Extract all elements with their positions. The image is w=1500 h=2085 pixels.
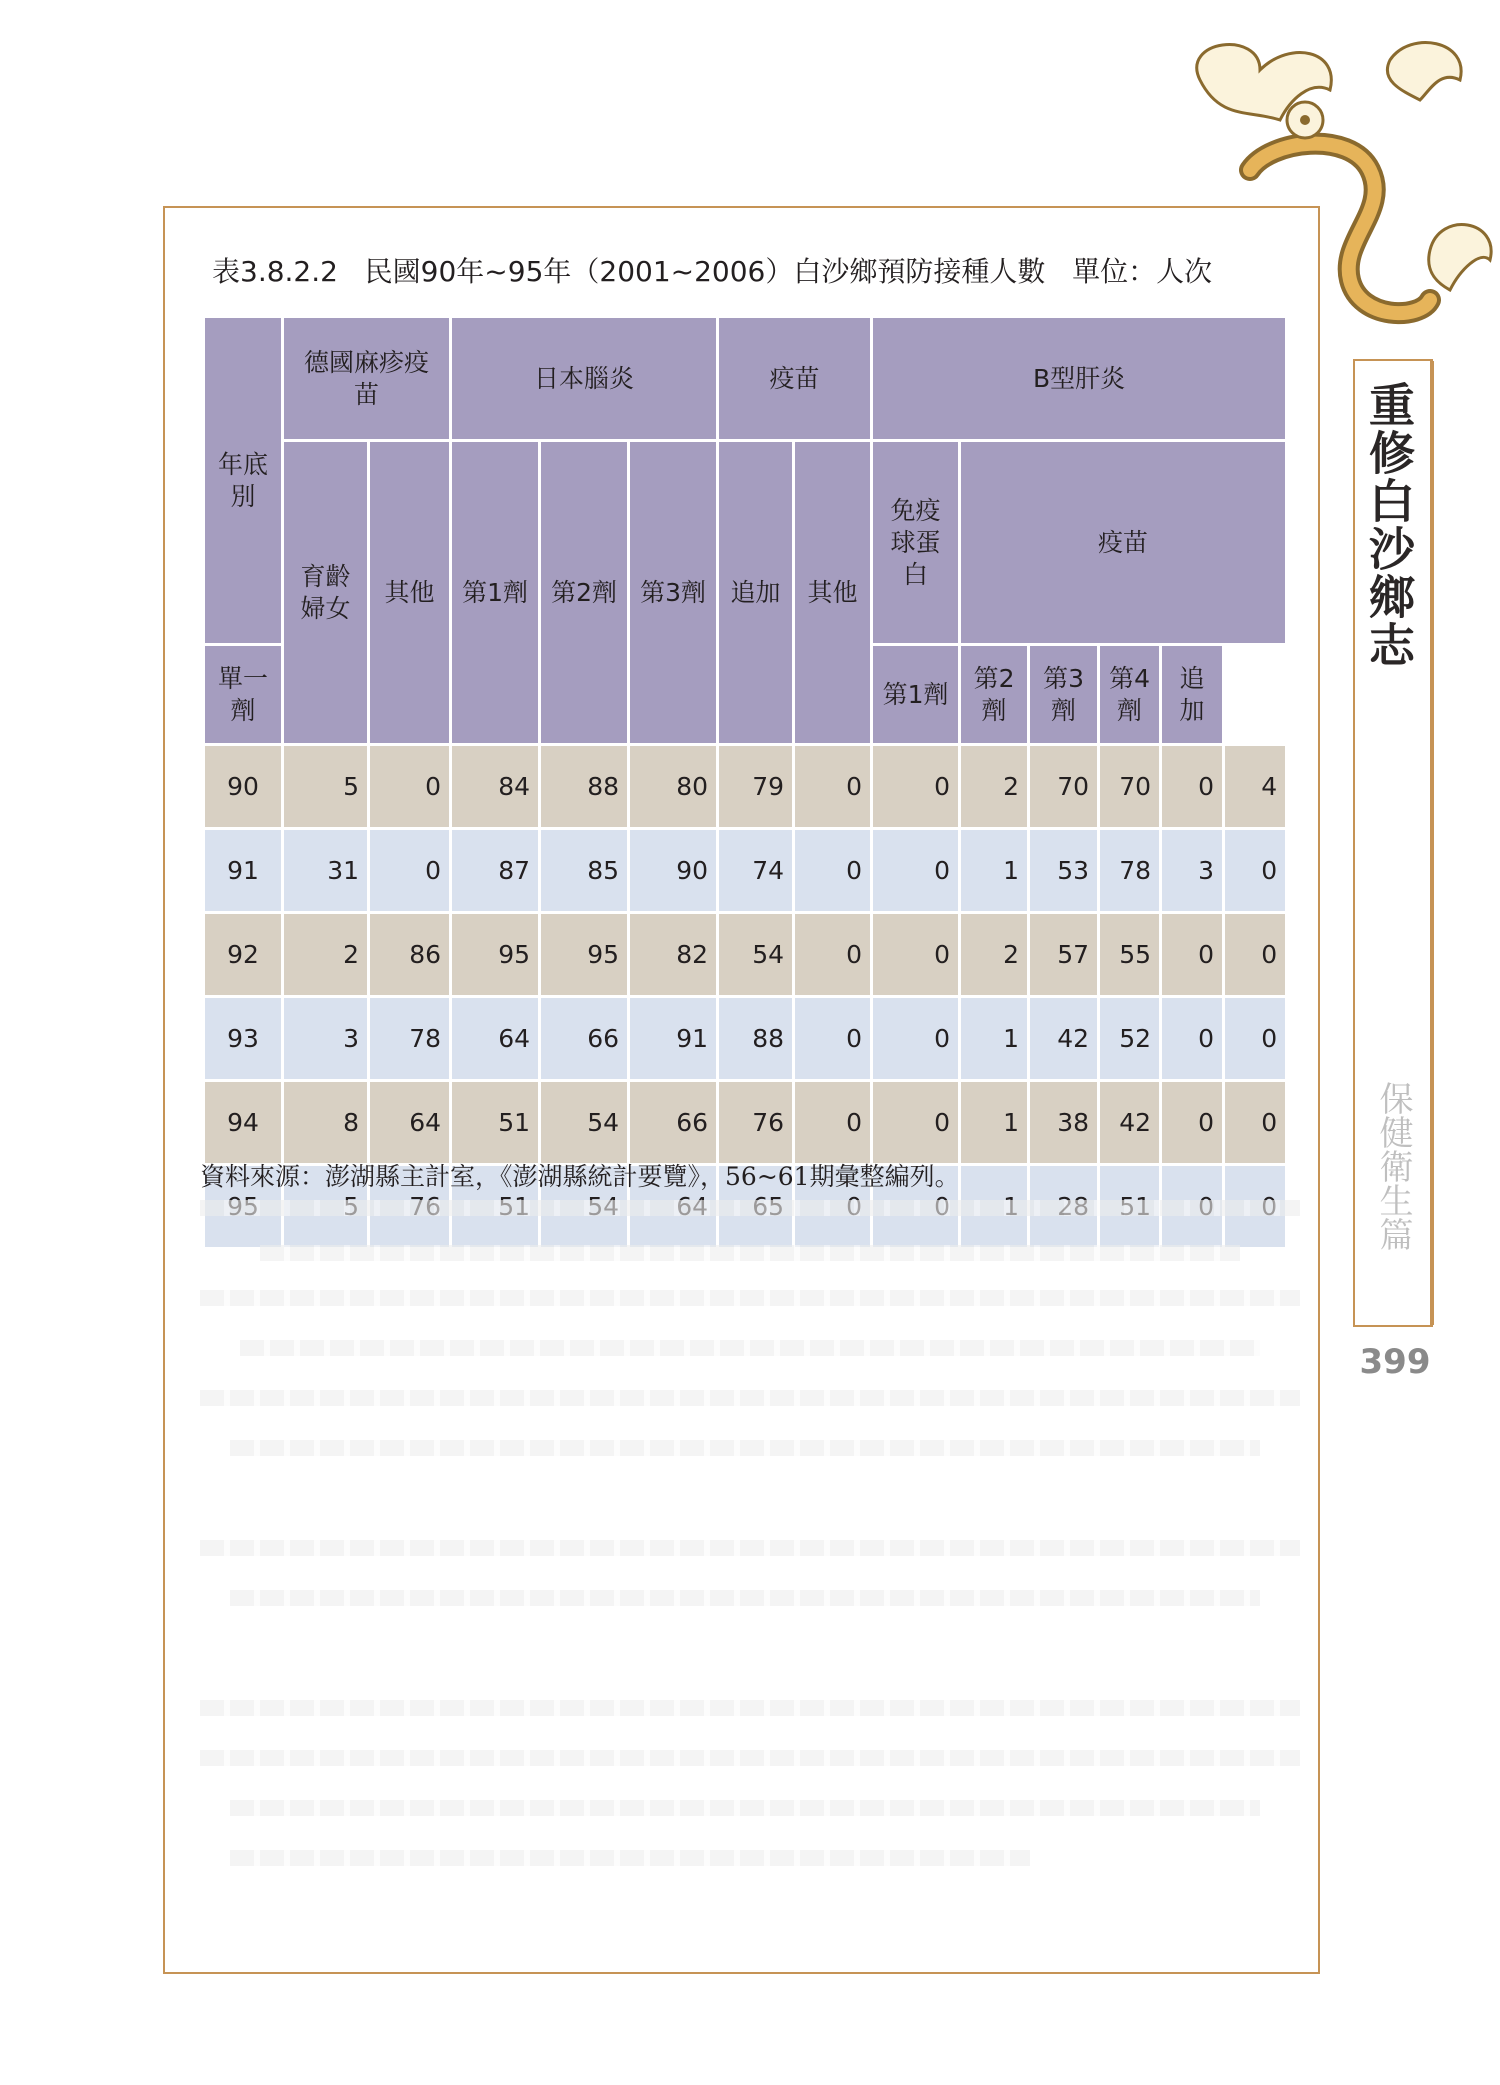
data-cell: 1 (960, 1081, 1029, 1165)
header-rubella-other: 其他 (369, 441, 451, 745)
header-hepb: B型肝炎 (872, 317, 1287, 441)
data-cell: 0 (794, 1081, 872, 1165)
cloud-ornament-icon (1140, 20, 1500, 350)
data-cell: 2 (960, 913, 1029, 997)
bleed-through-line (230, 1850, 1030, 1866)
header-hepb-booster: 追加 (1161, 645, 1224, 745)
bleed-through-line (230, 1590, 1260, 1606)
data-cell: 85 (540, 829, 629, 913)
data-cell: 0 (794, 829, 872, 913)
data-cell: 55 (1099, 913, 1161, 997)
data-cell: 0 (794, 745, 872, 829)
data-cell: 88 (540, 745, 629, 829)
data-cell: 79 (718, 745, 794, 829)
data-cell: 0 (872, 913, 960, 997)
data-cell: 42 (1099, 1081, 1161, 1165)
row-year-cell: 92 (204, 913, 283, 997)
data-cell: 54 (540, 1081, 629, 1165)
bleed-through-line (200, 1290, 1300, 1306)
bleed-through-line (200, 1200, 1300, 1216)
data-cell: 88 (718, 997, 794, 1081)
data-cell: 0 (1161, 745, 1224, 829)
data-cell: 66 (540, 997, 629, 1081)
header-hepb-dose3: 第3劑 (1029, 645, 1099, 745)
data-cell: 2 (283, 913, 369, 997)
header-vaccine: 疫苗 (718, 317, 872, 441)
header-rubella-women: 育齡婦女 (283, 441, 369, 745)
data-cell: 82 (629, 913, 718, 997)
data-cell: 2 (960, 745, 1029, 829)
table-row (204, 913, 1287, 997)
row-year-cell: 90 (204, 745, 283, 829)
data-cell: 0 (369, 829, 451, 913)
bleed-through-line (200, 1390, 1300, 1406)
table-row (204, 1081, 1287, 1165)
data-cell: 70 (1099, 745, 1161, 829)
bleed-through-line (230, 1440, 1260, 1456)
data-cell: 0 (1161, 1081, 1224, 1165)
bleed-through-line (240, 1340, 1260, 1356)
data-cell: 76 (718, 1081, 794, 1165)
source-note: 資料來源：澎湖縣主計室，《澎湖縣統計要覽》，56~61期彙整編列。 (200, 1162, 960, 1191)
data-cell: 91 (629, 997, 718, 1081)
data-cell: 57 (1029, 913, 1099, 997)
data-cell: 90 (629, 829, 718, 913)
header-vaccine-other: 其他 (794, 441, 872, 745)
data-cell: 31 (283, 829, 369, 913)
data-cell: 70 (1029, 745, 1099, 829)
header-je-dose1: 第1劑 (451, 441, 540, 745)
data-cell: 0 (1224, 829, 1287, 913)
bleed-through-line (230, 1800, 1260, 1816)
data-cell: 42 (1029, 997, 1099, 1081)
data-cell: 95 (451, 913, 540, 997)
data-cell: 0 (872, 997, 960, 1081)
header-hepb-dose2: 第2劑 (960, 645, 1029, 745)
data-cell: 5 (283, 745, 369, 829)
bleed-through-line (260, 1245, 1240, 1261)
data-cell: 0 (872, 745, 960, 829)
header-je: 日本腦炎 (451, 317, 718, 441)
row-year-cell: 93 (204, 997, 283, 1081)
data-cell: 4 (1224, 745, 1287, 829)
data-cell: 0 (1161, 913, 1224, 997)
data-cell: 0 (872, 829, 960, 913)
data-cell: 51 (451, 1081, 540, 1165)
book-title: 重修白沙鄉志 (1362, 381, 1416, 669)
table-unit: 單位：人次 (1072, 255, 1213, 288)
data-cell: 3 (283, 997, 369, 1081)
data-cell: 66 (629, 1081, 718, 1165)
data-cell: 74 (718, 829, 794, 913)
data-cell: 78 (369, 997, 451, 1081)
data-cell: 78 (1099, 829, 1161, 913)
data-cell: 1 (960, 829, 1029, 913)
data-cell: 0 (1224, 1081, 1287, 1165)
row-year-cell: 94 (204, 1081, 283, 1165)
data-cell: 0 (369, 745, 451, 829)
table-row (204, 829, 1287, 913)
header-vaccine-booster: 追加 (718, 441, 794, 745)
data-cell: 80 (629, 745, 718, 829)
data-cell: 0 (794, 913, 872, 997)
data-cell: 54 (718, 913, 794, 997)
data-cell: 38 (1029, 1081, 1099, 1165)
bleed-through-line (200, 1540, 1300, 1556)
header-je-dose3: 第3劑 (629, 441, 718, 745)
header-hepb-ig-single: 單一劑 (204, 645, 283, 745)
header-hepb-dose4: 第4劑 (1099, 645, 1161, 745)
bleed-through-line (200, 1700, 1300, 1716)
data-cell: 0 (1224, 913, 1287, 997)
data-cell: 86 (369, 913, 451, 997)
header-year: 年底別 (204, 317, 283, 645)
table-row (204, 997, 1287, 1081)
data-cell: 0 (1161, 997, 1224, 1081)
data-cell: 84 (451, 745, 540, 829)
bleed-through-line (200, 1750, 1300, 1766)
header-hepb-dose1: 第1劑 (872, 645, 960, 745)
data-cell: 3 (1161, 829, 1224, 913)
data-cell: 8 (283, 1081, 369, 1165)
header-hepb-ig: 免疫球蛋白 (872, 441, 960, 645)
data-cell: 64 (369, 1081, 451, 1165)
data-cell: 0 (872, 1081, 960, 1165)
page-number: 399 (1359, 1342, 1431, 1382)
header-hepb-vaccine: 疫苗 (960, 441, 1287, 645)
header-je-dose2: 第2劑 (540, 441, 629, 745)
data-cell: 53 (1029, 829, 1099, 913)
data-cell: 0 (1224, 997, 1287, 1081)
row-year-cell: 91 (204, 829, 283, 913)
data-cell: 0 (794, 997, 872, 1081)
chapter-title: 保健衛生篇 (1373, 1081, 1413, 1251)
table-row (204, 745, 1287, 829)
data-cell: 64 (451, 997, 540, 1081)
table-number: 表3.8.2.2 (212, 255, 338, 288)
data-cell: 87 (451, 829, 540, 913)
data-cell: 1 (960, 997, 1029, 1081)
vaccination-table (202, 315, 1288, 1250)
sidebar-tab (1353, 359, 1433, 1327)
sidebar-rule (1430, 361, 1434, 1325)
table-title: 民國90年~95年（2001~2006）白沙鄉預防接種人數 (364, 255, 1046, 288)
header-rubella: 德國麻疹疫苗 (283, 317, 451, 441)
data-cell: 52 (1099, 997, 1161, 1081)
data-cell: 95 (540, 913, 629, 997)
table-caption (212, 250, 1302, 290)
